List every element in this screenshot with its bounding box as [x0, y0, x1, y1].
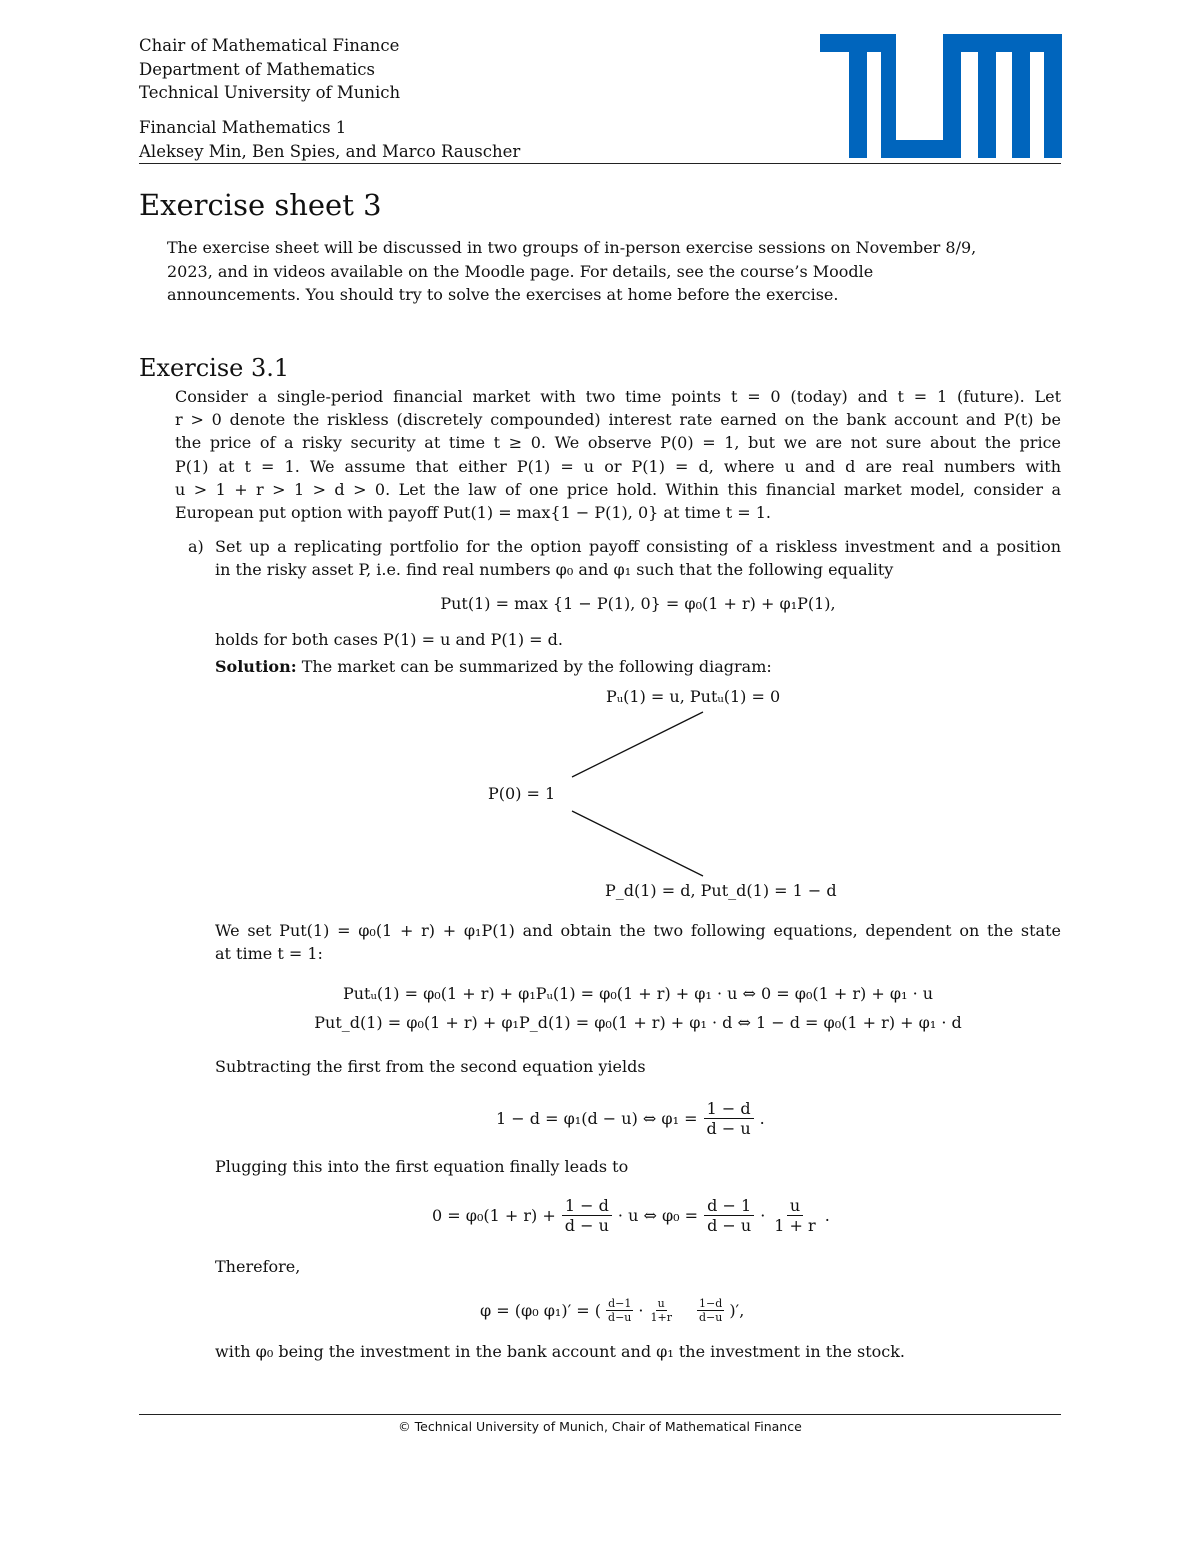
fraction-numerator: 1−d — [699, 1296, 723, 1310]
phi1-end: . — [759, 1108, 765, 1128]
vector-end: )′, — [729, 1300, 745, 1320]
diagram-down-state: P_d(1) = d, Put_d(1) = 1 − d — [605, 881, 837, 900]
fraction-denominator: d−u — [698, 1310, 723, 1324]
fraction-denominator: 1 + r — [774, 1215, 816, 1235]
tum-logo — [820, 34, 1062, 158]
diagram-initial-state: P(0) = 1 — [488, 784, 556, 803]
set-line: We set Put(1) = φ₀(1 + r) + φ₁P(1) and obtain the two following equations, dependent on the state — [215, 921, 1061, 940]
therefore-line: Therefore, — [215, 1257, 301, 1276]
institution-block — [139, 34, 400, 105]
down-branch — [572, 811, 703, 876]
footer-rule — [139, 1414, 1061, 1415]
vector-fraction-3 — [697, 1297, 724, 1324]
diagram-up-state: Pᵤ(1) = u, Putᵤ(1) = 0 — [606, 687, 781, 706]
fraction-numerator: d−1 — [608, 1296, 632, 1310]
solution-label: Solution: — [215, 657, 297, 676]
part-a-text — [215, 535, 1061, 581]
problem-line: u > 1 + r > 1 > d > 0. Let the law of one price hold. Within this financial market model, consider a — [175, 479, 1061, 499]
fraction-denominator: 1+r — [650, 1310, 672, 1324]
fraction-numerator: u — [657, 1296, 665, 1310]
intro-paragraph — [167, 236, 1062, 307]
set-line: at time t = 1: — [215, 944, 323, 964]
fraction-numerator: 1 − d — [704, 1099, 754, 1119]
phi0-fraction-3 — [771, 1196, 818, 1235]
up-branch — [572, 712, 703, 777]
fraction-denominator: d − u — [564, 1215, 609, 1235]
header-rule — [139, 163, 1061, 164]
vector-lhs: φ = (φ₀ φ₁)′ = ( — [480, 1300, 602, 1320]
phi0-equation — [432, 1192, 830, 1238]
fraction-denominator: d − u — [706, 1118, 751, 1138]
phi0-mid: · u ⇔ φ₀ = — [617, 1205, 699, 1225]
phi0-dot: · — [760, 1205, 766, 1225]
course-authors: Aleksey Min, Ben Spies, and Marco Rauscher — [139, 141, 521, 161]
plugging-line: Plugging this into the first equation finally leads to — [215, 1157, 629, 1176]
phi0-fraction-2 — [704, 1196, 754, 1235]
sheet-title: Exercise sheet 3 — [139, 188, 382, 222]
fraction-numerator: u — [787, 1196, 803, 1216]
fraction-denominator: d − u — [707, 1215, 752, 1235]
put-equation: Put(1) = max {1 − P(1), 0} = φ₀(1 + r) + φ₁P(1), — [440, 594, 836, 613]
problem-line: the price of a risky security at time t ≥ 0. We observe P(0) = 1, but we are not sure about the price — [175, 433, 1061, 453]
fraction-numerator: 1 − d — [562, 1196, 612, 1216]
phi0-fraction-1 — [562, 1196, 612, 1235]
problem-line: r > 0 denote the riskless (discretely compounded) interest rate earned on the bank account and P(t) be — [175, 410, 1061, 430]
vector-fraction-1 — [606, 1297, 633, 1324]
course-name: Financial Mathematics 1 — [139, 118, 347, 137]
phi0-lhs: 0 = φ₀(1 + r) + — [432, 1205, 556, 1225]
closing-line: with φ₀ being the investment in the bank account and φ₁ the investment in the stock. — [215, 1342, 906, 1361]
problem-statement — [175, 385, 1061, 524]
intro-line: 2023, and in videos available on the Moodle page. For details, see the course’s Moodle — [167, 261, 874, 281]
diagram-branches — [560, 700, 720, 890]
phi0-end: . — [824, 1205, 830, 1225]
subtracting-line: Subtracting the first from the second equation yields — [215, 1057, 646, 1076]
part-a-line: in the risky asset P, i.e. find real numbers φ₀ and φ₁ such that the following equality — [215, 560, 894, 580]
intro-line: announcements. You should try to solve the exercises at home before the exercise. — [167, 285, 839, 304]
part-a-marker: a) — [188, 537, 204, 556]
equation-down: Put_d(1) = φ₀(1 + r) + φ₁P_d(1) = φ₀(1 + r) + φ₁ · d ⇔ 1 − d = φ₀(1 + r) + φ₁ · d — [314, 1013, 962, 1032]
vector-fraction-2 — [648, 1297, 673, 1324]
exercise-heading: Exercise 3.1 — [139, 354, 290, 382]
footer-copyright: © Technical University of Munich, Chair of Mathematical Finance — [398, 1419, 802, 1434]
fraction-denominator: d−u — [608, 1310, 632, 1324]
equation-up: Putᵤ(1) = φ₀(1 + r) + φ₁Pᵤ(1) = φ₀(1 + r) + φ₁ · u ⇔ 0 = φ₀(1 + r) + φ₁ · u — [342, 984, 934, 1003]
institution-line: Department of Mathematics — [139, 59, 375, 79]
intro-line: The exercise sheet will be discussed in two groups of in-person exercise sessions on November 8/9, — [167, 238, 977, 257]
course-block — [139, 116, 520, 163]
fraction-numerator: d − 1 — [704, 1196, 754, 1216]
problem-line: P(1) at t = 1. We assume that either P(1) = u or P(1) = d, where u and d are real numbers with — [175, 456, 1061, 476]
institution-line: Technical University of Munich — [139, 83, 401, 102]
institution-line: Chair of Mathematical Finance — [139, 36, 400, 55]
problem-line: Consider a single-period financial market with two time points t = 0 (today) and t = 1 (future). Let — [175, 387, 1061, 406]
vector-dot: · — [638, 1300, 644, 1320]
part-a-line: Set up a replicating portfolio for the option payoff consisting of a riskless investment and a position — [215, 537, 1061, 556]
problem-line: European put option with payoff Put(1) = max{1 − P(1), 0} at time t = 1. — [175, 503, 772, 523]
solution-intro-text: The market can be summarized by the following diagram: — [301, 657, 772, 676]
holds-line: holds for both cases P(1) = u and P(1) = d. — [215, 630, 563, 649]
vector-equation — [480, 1290, 744, 1330]
phi1-lhs: 1 − d = φ₁(d − u) ⇔ φ₁ = — [496, 1108, 698, 1128]
phi1-fraction — [704, 1099, 754, 1138]
set-paragraph — [215, 919, 1061, 965]
solution-intro — [215, 655, 772, 678]
phi1-equation — [496, 1095, 765, 1141]
